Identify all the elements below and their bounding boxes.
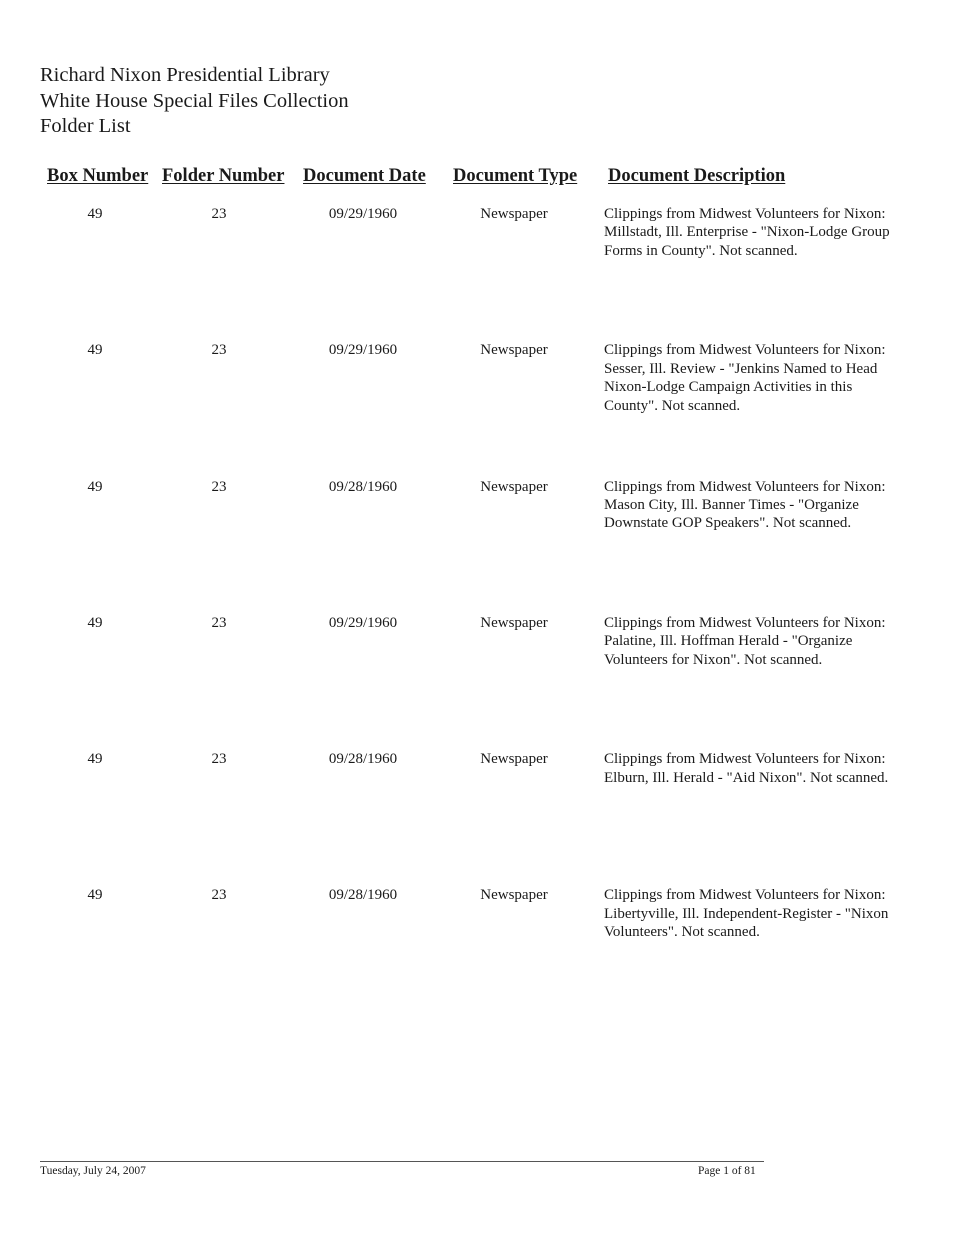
column-header-folder-number: Folder Number	[162, 166, 285, 186]
table-row	[0, 611, 960, 747]
table-row	[0, 883, 960, 1019]
folder-number-cell: 23	[211, 342, 227, 359]
folder-number-cell: 23	[211, 751, 227, 768]
column-header-document-type: Document Type	[453, 166, 578, 186]
folder-list-table	[0, 202, 960, 1020]
box-number-cell: 49	[87, 887, 103, 904]
document-date-cell: 09/29/1960	[328, 206, 398, 222]
folder-number-cell: 23	[211, 206, 227, 222]
box-number-cell: 49	[87, 342, 103, 359]
table-row	[0, 202, 960, 338]
document-date-cell: 09/29/1960	[328, 614, 398, 631]
document-description-cell: Clippings from Midwest Volunteers for Nixon: Elburn, Ill. Herald - "Aid Nixon". Not scanned.	[604, 751, 889, 786]
collection-name: White House Special Files Collection	[40, 89, 349, 112]
table-row	[0, 475, 960, 611]
table-row	[0, 338, 960, 474]
document-type-cell: Newspaper	[480, 206, 548, 222]
footer-date: Tuesday, July 24, 2007	[40, 1165, 146, 1177]
box-number-cell: 49	[87, 614, 103, 631]
column-header-box-number: Box Number	[47, 166, 149, 186]
box-number-cell: 49	[87, 751, 103, 768]
document-header	[40, 63, 349, 140]
page-number: Page 1 of 81	[698, 1165, 756, 1177]
document-date-cell: 09/28/1960	[328, 478, 398, 495]
list-title: Folder List	[40, 115, 131, 137]
folder-number-cell: 23	[211, 614, 227, 631]
document-description-cell: Clippings from Midwest Volunteers for Nixon: Libertyville, Ill. Independent-Register - "Nixon Volunteers". Not scanned.	[604, 887, 889, 941]
folder-number-cell: 23	[211, 478, 227, 495]
footer-divider	[40, 1161, 764, 1162]
document-type-cell: Newspaper	[480, 887, 548, 904]
table-row	[0, 747, 960, 883]
column-header-document-description: Document Description	[608, 166, 786, 186]
document-type-cell: Newspaper	[480, 478, 548, 495]
column-headers	[0, 166, 960, 192]
document-description-cell: Clippings from Midwest Volunteers for Nixon: Palatine, Ill. Hoffman Herald - "Organize Volunteers for Nixon". Not scanned.	[604, 614, 886, 668]
column-header-document-date: Document Date	[303, 166, 426, 186]
document-description-cell: Clippings from Midwest Volunteers for Nixon: Millstadt, Ill. Enterprise - "Nixon-Lodge Group Forms in County". Not scanned.	[604, 206, 890, 259]
document-type-cell: Newspaper	[480, 751, 548, 768]
document-date-cell: 09/28/1960	[328, 751, 398, 768]
document-type-cell: Newspaper	[480, 614, 548, 631]
document-date-cell: 09/29/1960	[328, 342, 398, 359]
document-description-cell: Clippings from Midwest Volunteers for Nixon: Sesser, Ill. Review - "Jenkins Named to Head Nixon-Lodge Campaign Activities in this County". Not scanned.	[604, 342, 886, 414]
box-number-cell: 49	[87, 206, 103, 222]
library-name: Richard Nixon Presidential Library	[40, 64, 330, 86]
box-number-cell: 49	[87, 478, 103, 495]
document-type-cell: Newspaper	[480, 342, 548, 359]
document-date-cell: 09/28/1960	[328, 887, 398, 904]
folder-number-cell: 23	[211, 887, 227, 904]
document-description-cell: Clippings from Midwest Volunteers for Nixon: Mason City, Ill. Banner Times - "Organize Downstate GOP Speakers". Not scanned.	[604, 478, 886, 532]
